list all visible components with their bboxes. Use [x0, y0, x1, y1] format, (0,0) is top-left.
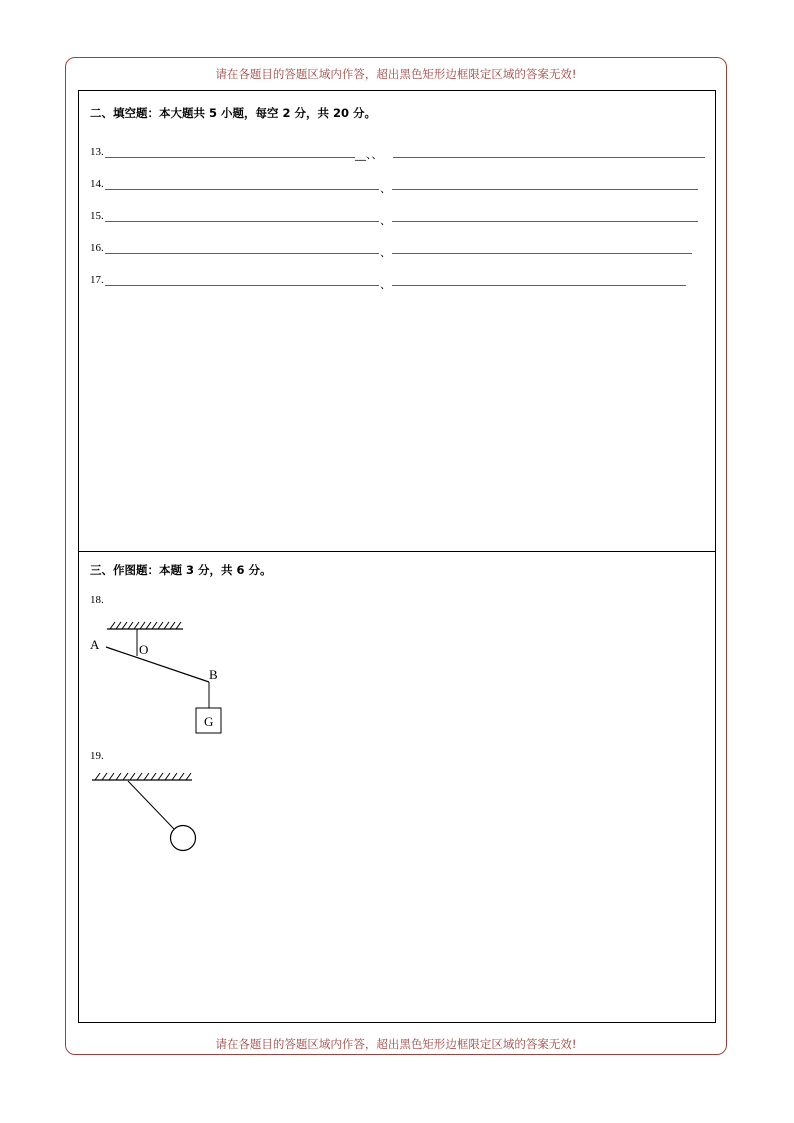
- question-number: 16.: [90, 242, 104, 254]
- label-g: G: [204, 714, 214, 729]
- separator: 、: [380, 182, 391, 195]
- question-19-number: 19.: [90, 750, 104, 762]
- separator: 、: [380, 214, 391, 227]
- question-number: 13.: [90, 146, 104, 158]
- question-number: 14.: [90, 178, 104, 190]
- question-number: 17.: [90, 274, 104, 286]
- notice-bottom: 请在各题目的答题区域内作答，超出黑色矩形边框限定区域的答案无效!: [215, 1037, 577, 1051]
- question-number: 15.: [90, 210, 104, 222]
- section2-title: 二、填空题：本大题共 5 小题，每空 2 分，共 20 分。: [90, 106, 377, 120]
- label-o: O: [139, 642, 149, 657]
- label-a: A: [90, 637, 100, 652]
- notice-top: 请在各题目的答题区域内作答，超出黑色矩形边框限定区域的答案无效!: [215, 67, 577, 81]
- label-b: B: [209, 667, 218, 682]
- separator: __、、: [355, 148, 383, 161]
- section3-title: 三、作图题：本题 3 分，共 6 分。: [90, 563, 272, 577]
- separator: 、: [380, 246, 391, 259]
- separator: 、: [380, 278, 391, 291]
- question-18-number: 18.: [90, 594, 104, 606]
